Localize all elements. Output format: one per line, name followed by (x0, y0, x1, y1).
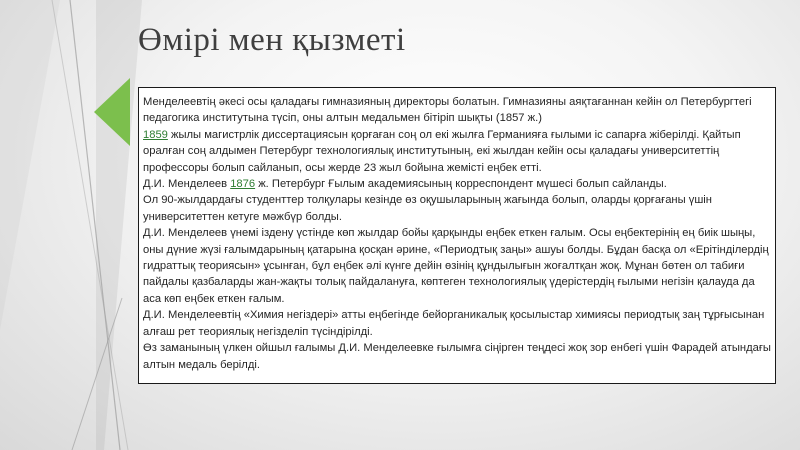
paragraph-text: Д.И. Менделеевтің «Химия негіздері» атты еңбегінде бейорганикалық қосылыстар химиясы периодтық заң тұрғысынан алғаш рет теориялық негізделіп түсіндірілді. (143, 309, 765, 338)
paragraph (143, 176, 771, 192)
paragraph-text: Д.И. Менделеев үнемі іздену үстінде көп жылдар бойы қарқынды еңбек еткен ғалым. Осы еңбектерінің ең биік шыңы, оны дүние жүзі ғалымдарының қатарына қосқан әрине, «Периодтық заңы» ашуы болды. Бұдан басқа ол «Ерітінділердің гидраттық теориясын» ұсынған, бұл еңбек әлі күнге дейін өзінің құндылығын жоғалтқан жоқ. Мұнан бөтен ол табиғи пайдалы қазбаларды жан-жақты толық пайдалануға, көптеген технологиялық үдерістердің ғылыми негізін қалауда да аса көп еңбек еткен ғалым. (143, 227, 769, 305)
slide-title: Өмірі мен қызметі (138, 22, 406, 58)
paragraph-text: ж. Петербург Ғылым академиясының корреспондент мүшесі болып сайланды. (255, 178, 667, 191)
paragraph-text: Өз заманының үлкен ойшыл ғалымы Д.И. Менделеевке ғылымға сіңірген теңдесі жоқ зор енбегі үшін Фарадей атындағы алтын медаль берілді. (143, 342, 771, 371)
paragraph (143, 307, 771, 340)
year-link-1859[interactable]: 1859 (143, 128, 168, 141)
paragraph (143, 340, 771, 373)
paragraph-text: Ол 90-жылдардағы студенттер толқулары кезінде өз оқушыларының жағында болып, оларды қорғағаны үшін университеттен кетуге мәжбүр болды. (143, 194, 712, 223)
decorative-shape (96, 0, 142, 450)
decorative-shape (0, 0, 60, 330)
year-link-1876[interactable]: 1876 (230, 178, 256, 191)
paragraph (143, 192, 771, 225)
paragraph-text: Д.И. Менделеев (143, 178, 231, 191)
paragraph (143, 94, 771, 127)
paragraph (143, 225, 771, 307)
paragraph (143, 127, 771, 176)
paragraph-text: жылы магистрлік диссертациясын қорғаған соң ол екі жылға Германияға ғылыми іс сапарға жіберілді. Қайтып оралған соң алдымен Петербург технологиялық институтының, екі жылдан кейін осы қаладағы университеттің профессоры болып сайланып, осы жерде 23 жыл бойына жемісті еңбек етті. (143, 128, 741, 174)
paragraph-text: Менделеевтің әкесі осы қаладағы гимназияның директоры болатын. Гимназияны аяқтағаннан кейін ол Петербургтегі педагогика институтына түсіп, оны алтын медальмен бітіріп шықты (1857 ж.) (143, 96, 752, 125)
content-textbox (138, 87, 776, 384)
